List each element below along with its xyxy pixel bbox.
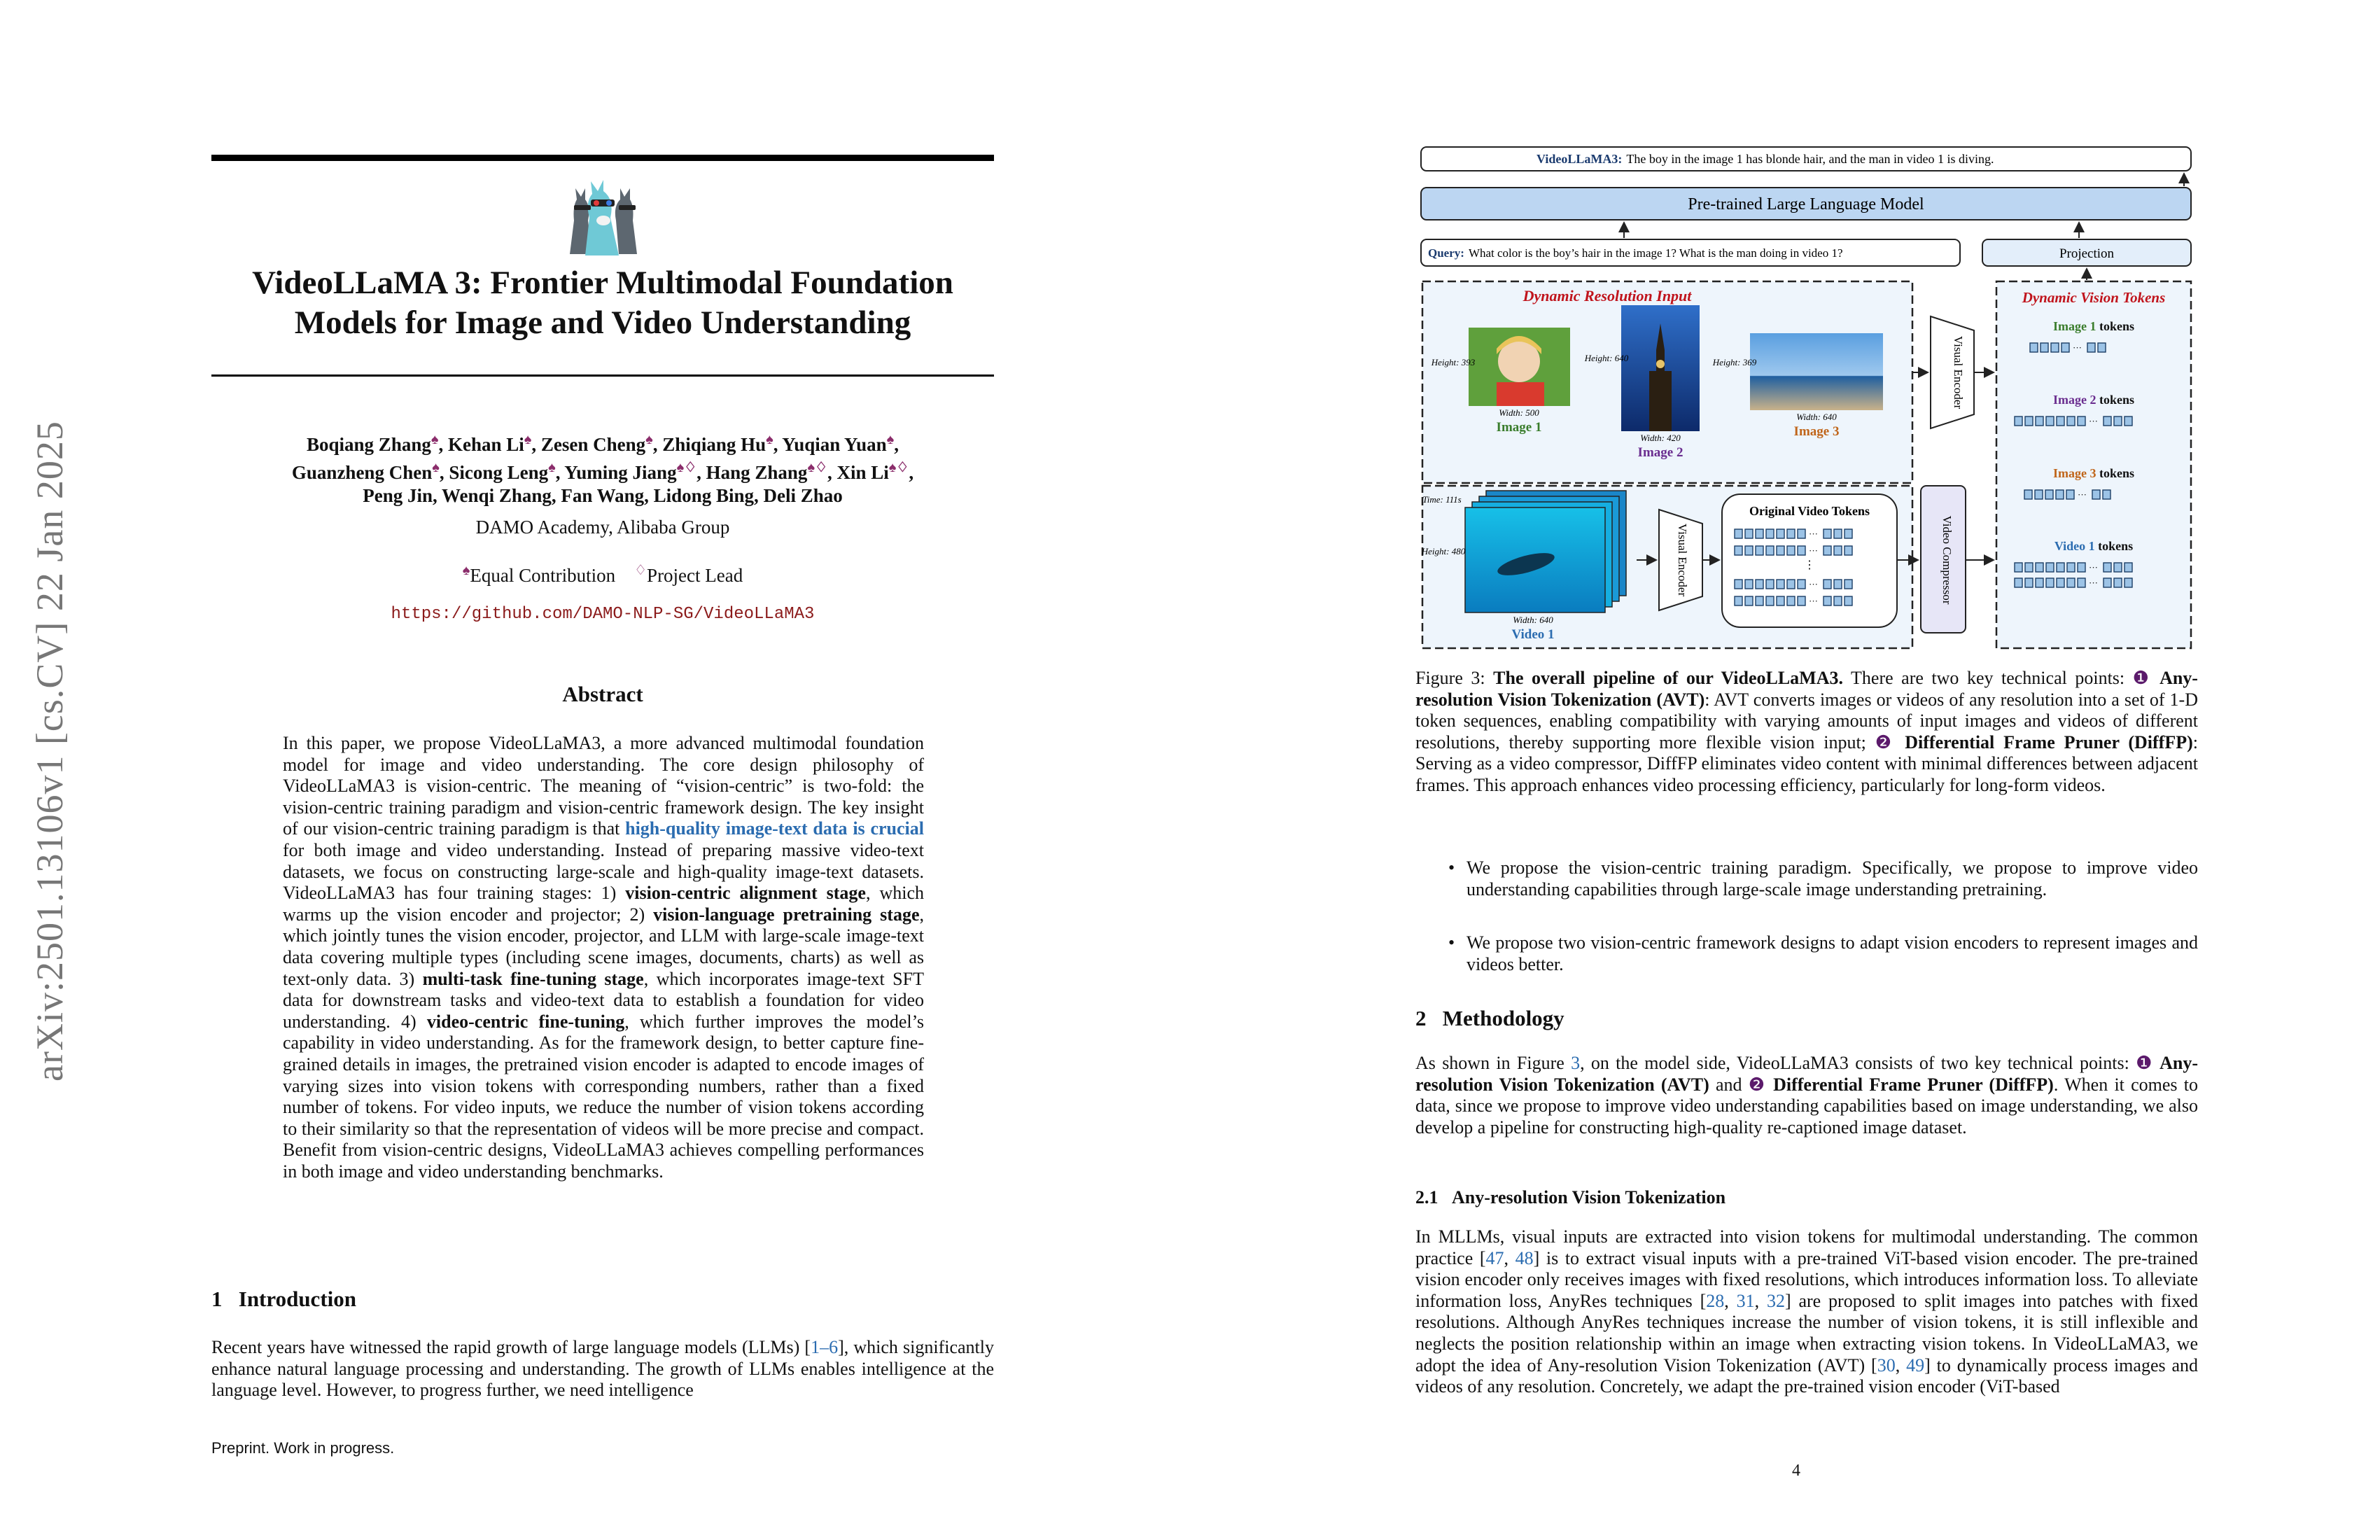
token-cell bbox=[2104, 416, 2111, 426]
token-cell bbox=[1834, 580, 1842, 589]
token-cell bbox=[1745, 546, 1753, 555]
token-cell bbox=[1766, 546, 1774, 555]
token-cell bbox=[1787, 529, 1795, 538]
image-1-height: Height: 393 bbox=[1431, 357, 1476, 368]
intro-body bbox=[211, 1337, 994, 1401]
diamond-mark: ♢ bbox=[634, 563, 648, 578]
token-row-label: Image 2 tokens bbox=[2052, 393, 2135, 407]
token-ellipsis: ··· bbox=[2073, 342, 2082, 353]
title-line-1: VideoLLaMA 3: Frontier Multimodal Foundation bbox=[252, 265, 953, 301]
token-cell bbox=[2046, 578, 2054, 587]
token-cell bbox=[2114, 563, 2122, 572]
sub-text: In MLLMs, visual inputs are extracted into vision tokens for multimodal understanding. The common practice [ bbox=[1415, 1226, 2198, 1268]
method-text: As shown in Figure bbox=[1415, 1053, 1572, 1073]
token-cell bbox=[2057, 563, 2064, 572]
token-cell bbox=[2124, 563, 2132, 572]
token-cell bbox=[2057, 578, 2064, 587]
token-cell bbox=[1756, 546, 1763, 555]
token-cell bbox=[1798, 596, 1805, 606]
token-cell bbox=[2103, 490, 2110, 499]
contribution-bullet bbox=[1448, 932, 2198, 975]
projection-label: Projection bbox=[2059, 246, 2115, 261]
author: Yuming Jiang bbox=[564, 462, 677, 483]
abstract-text: , which incorporates image-text SFT data for downstream tasks and video-text data to establish a foundation for video understanding. 4) bbox=[283, 968, 924, 1032]
author-mark: ♠ bbox=[645, 432, 653, 447]
method-term: Any-resolution Vision Tokenization (AVT) bbox=[1415, 1053, 2198, 1095]
sub-text: ] are proposed to split images into patches with fixed resolutions. Although AnyRes techniques increase the number of vision tokens, it is still inflexible and neglects the position relationship within an image when extracting vision tokens. In VideoLLaMA3, we adopt the idea of Any-resolution Vision Tokenization (AVT) [ bbox=[1415, 1290, 2198, 1376]
token-cell bbox=[2046, 563, 2054, 572]
token-cell bbox=[1756, 580, 1763, 589]
token-cell bbox=[1823, 580, 1831, 589]
token-cell bbox=[2025, 416, 2033, 426]
method-term: Differential Frame Pruner (DiffFP) bbox=[1766, 1074, 2054, 1095]
token-cell bbox=[2114, 578, 2122, 587]
sub-text: ] to dynamically process images and videos of any resolution. Concretely, we adapt the pre-trained vision encoder (ViT-based bbox=[1415, 1354, 2199, 1397]
token-cell bbox=[1844, 580, 1852, 589]
token-cell bbox=[2062, 343, 2069, 352]
author: Yuqian Yuan bbox=[782, 434, 887, 455]
token-cell bbox=[2104, 563, 2111, 572]
llm-label: Pre-trained Large Language Model bbox=[1688, 195, 1924, 214]
token-ellipsis: ··· bbox=[1809, 545, 1818, 556]
contribution-legend bbox=[211, 561, 994, 587]
author-mark: ♠ bbox=[548, 460, 556, 475]
figure-link[interactable]: 3 bbox=[1571, 1053, 1581, 1073]
visual-encoder-label: Visual Encoder bbox=[1952, 335, 1965, 410]
author: Zesen Cheng bbox=[540, 434, 646, 455]
token-cell bbox=[1745, 580, 1753, 589]
token-cell bbox=[1745, 529, 1753, 538]
token-cell bbox=[1844, 596, 1852, 606]
video-width: Width: 640 bbox=[1513, 615, 1553, 625]
token-cell bbox=[1777, 580, 1784, 589]
token-cell bbox=[1756, 596, 1763, 606]
token-cell bbox=[1766, 580, 1774, 589]
token-cell bbox=[2056, 490, 2064, 499]
image-2-height: Height: 640 bbox=[1584, 353, 1629, 363]
image-2-width: Width: 420 bbox=[1640, 433, 1681, 443]
section-number: 2 bbox=[1415, 1006, 1427, 1030]
token-cell bbox=[1834, 529, 1842, 538]
token-cell bbox=[1766, 529, 1774, 538]
citation-link[interactable]: 30 bbox=[1877, 1354, 1896, 1376]
token-row-label: Video 1 tokens bbox=[2054, 539, 2134, 553]
authors-line-3: Peng Jin, Wenqi Zhang, Fan Wang, Lidong Bing, Deli Zhao bbox=[363, 485, 843, 506]
token-cell bbox=[2024, 490, 2032, 499]
bullet-icon: • bbox=[1448, 932, 1455, 953]
authors-line-1: Boqiang Zhang♠, Kehan Li♠, Zesen Cheng♠, Zhiqiang Hu♠, Yuqian Yuan♠, bbox=[307, 432, 899, 455]
github-link[interactable]: https://github.com/DAMO-NLP-SG/VideoLLaMA3 bbox=[391, 605, 815, 624]
token-cell bbox=[1823, 529, 1831, 538]
token-ellipsis: ··· bbox=[1809, 579, 1818, 589]
token-cell bbox=[1823, 546, 1831, 555]
author: Boqiang Zhang bbox=[307, 434, 431, 455]
token-cell bbox=[2015, 578, 2022, 587]
token-ellipsis: ··· bbox=[2089, 562, 2098, 573]
token-cell bbox=[1735, 580, 1742, 589]
footnote: Preprint. Work in progress. bbox=[211, 1439, 395, 1457]
citation-link[interactable]: 1–6 bbox=[811, 1337, 839, 1357]
token-row-label: Image 3 tokens bbox=[2052, 466, 2135, 480]
token-ellipsis: ··· bbox=[2089, 578, 2098, 588]
answer-text: VideoLLaMA3: The boy in the image 1 has blonde hair, and the man in video 1 is diving. bbox=[1536, 152, 1994, 166]
token-cell bbox=[2045, 490, 2053, 499]
token-cell bbox=[1798, 546, 1805, 555]
token-ellipsis: ··· bbox=[1809, 528, 1818, 539]
token-cell bbox=[1823, 596, 1831, 606]
stage-4-name: video-centric fine-tuning bbox=[426, 1011, 625, 1032]
pipeline-figure bbox=[1414, 140, 2198, 654]
token-cell bbox=[2025, 578, 2033, 587]
subsection-title: Any-resolution Vision Tokenization bbox=[1452, 1187, 1726, 1208]
token-cell bbox=[1735, 529, 1742, 538]
number-one-icon: ❶ bbox=[2132, 668, 2152, 688]
token-cell bbox=[2124, 416, 2132, 426]
token-cell bbox=[2078, 563, 2085, 572]
token-cell bbox=[1798, 529, 1805, 538]
number-two-icon: ❷ bbox=[1748, 1074, 1767, 1095]
token-cell bbox=[1735, 596, 1742, 606]
token-cell bbox=[2092, 490, 2100, 499]
spade-mark: ♠ bbox=[462, 563, 470, 578]
caption-term: Any-resolution Vision Tokenization (AVT) bbox=[1415, 668, 2198, 710]
abstract-text: for both image and video understanding. Instead of preparing massive video-text datasets, we focus on constructing large-scale and high-quality image-text datasets. VideoLLaMA3 has four training stages: 1) bbox=[283, 839, 924, 904]
original-tokens-label: Original Video Tokens bbox=[1749, 504, 1870, 518]
token-cell bbox=[1844, 529, 1852, 538]
author-mark: ♠ bbox=[524, 432, 532, 447]
token-cell bbox=[2104, 578, 2111, 587]
caption-text: : AVT converts images or videos of any resolution into a set of 1-D token sequences, enabling compatibility with varying amounts of input images and videos of different resolutions, thereby supporting more flexible vision input; bbox=[1415, 689, 2198, 752]
page-number: 4 bbox=[1792, 1462, 1800, 1480]
number-one-icon: ❶ bbox=[2136, 1053, 2155, 1073]
number-two-icon: ❷ bbox=[1875, 732, 1896, 752]
abstract-body bbox=[283, 733, 924, 1182]
author: Sicong Leng bbox=[449, 462, 549, 483]
llama-logo bbox=[560, 178, 648, 257]
figure-caption bbox=[1415, 668, 2198, 797]
token-cell bbox=[2114, 416, 2122, 426]
token-cell bbox=[2036, 416, 2043, 426]
token-cell bbox=[2078, 578, 2085, 587]
author-mark: ♠♢ bbox=[888, 460, 909, 475]
token-cell bbox=[2067, 563, 2075, 572]
token-ellipsis: ··· bbox=[2078, 489, 2087, 500]
author-mark: ♠♢ bbox=[807, 460, 827, 475]
token-cell bbox=[1777, 546, 1784, 555]
video-time: Time: 111s bbox=[1422, 494, 1462, 505]
image-2-name: Image 2 bbox=[1637, 445, 1684, 460]
author-mark: ♠ bbox=[432, 460, 440, 475]
video-compressor-label: Video Compressor bbox=[1940, 515, 1954, 605]
token-row-label: Image 1 tokens bbox=[2052, 319, 2135, 333]
token-vdots: ⋮ bbox=[1804, 559, 1815, 571]
token-cell bbox=[2051, 343, 2059, 352]
token-cell bbox=[1787, 596, 1795, 606]
citation-link[interactable]: 47 bbox=[1485, 1247, 1504, 1268]
token-cell bbox=[2036, 578, 2043, 587]
stage-1-name: vision-centric alignment stage bbox=[625, 883, 866, 904]
sub-text: ] is to extract visual inputs with a pre-trained ViT-based vision encoder. The pre-trained vision encoder only receives images with fixed resolutions, which introduces information loss. To alleviate information loss, AnyRes techniques [ bbox=[1415, 1247, 2198, 1311]
subsection-heading bbox=[1415, 1187, 1726, 1208]
caption-text: There are two key technical points: bbox=[1842, 668, 2133, 688]
token-ellipsis: ··· bbox=[2089, 416, 2098, 426]
image-3-name: Image 3 bbox=[1793, 424, 1840, 439]
author: Hang Zhang bbox=[706, 462, 808, 483]
token-cell bbox=[1777, 529, 1784, 538]
caption-prefix: Figure 3: bbox=[1415, 668, 1494, 688]
author-mark: ♠♢ bbox=[676, 460, 697, 475]
token-cell bbox=[2066, 490, 2074, 499]
method-text: and bbox=[1709, 1074, 1749, 1095]
token-cell bbox=[1756, 529, 1763, 538]
section-title: Methodology bbox=[1442, 1006, 1564, 1030]
method-text: , on the model side, VideoLLaMA3 consists of two key technical points: bbox=[1580, 1053, 2136, 1073]
abstract-text: , which warms up the vision encoder and projector; 2) bbox=[283, 883, 924, 925]
token-cell bbox=[2057, 416, 2064, 426]
affiliation: DAMO Academy, Alibaba Group bbox=[475, 517, 730, 538]
image-3-thumb bbox=[1750, 333, 1883, 410]
token-cell bbox=[2035, 490, 2043, 499]
author-mark: ♠ bbox=[766, 432, 774, 447]
intro-text: ], which significantly enhance natural language processing and understanding. The growth of LLMs enables intelligence at the language level. However, to progress further, we need intelligence bbox=[211, 1337, 994, 1401]
token-cell bbox=[2036, 563, 2043, 572]
token-cell bbox=[1787, 546, 1795, 555]
caption-title: The overall pipeline of our VideoLLaMA3. bbox=[1493, 668, 1843, 688]
bullet-text: We propose two vision-centric framework designs to adapt vision encoders to represent images and videos better. bbox=[1466, 932, 2198, 974]
abstract-highlight: high-quality image-text data is crucial bbox=[625, 818, 924, 839]
author: Xin Li bbox=[836, 462, 889, 483]
contribution-bullet bbox=[1448, 858, 2198, 900]
arxiv-stamp: arXiv:2501.13106v1 [cs.CV] 22 Jan 2025 bbox=[29, 421, 71, 1082]
token-cell bbox=[1787, 580, 1795, 589]
author-mark: ♠ bbox=[430, 432, 439, 447]
abstract-text: , which jointly tunes the vision encoder, projector, and LLM with large-scale image-text data covering multiple types (including scene images, documents, charts) as well as text-only data. 3) bbox=[283, 904, 924, 989]
token-cell bbox=[1735, 546, 1742, 555]
section-number: 1 bbox=[211, 1287, 223, 1311]
token-cell bbox=[2025, 563, 2033, 572]
token-cell bbox=[1844, 546, 1852, 555]
citation-link[interactable]: 49 bbox=[1906, 1354, 1925, 1376]
token-cell bbox=[2030, 343, 2038, 352]
stage-3-name: multi-task fine-tuning stage bbox=[422, 968, 644, 989]
dynamic-input-label: Dynamic Resolution Input bbox=[1522, 287, 1692, 304]
visual-encoder-label: Visual Encoder bbox=[1676, 523, 1689, 597]
token-cell bbox=[2067, 416, 2075, 426]
image-1-name: Image 1 bbox=[1496, 420, 1542, 435]
token-cell bbox=[2067, 578, 2075, 587]
intro-heading bbox=[211, 1287, 356, 1312]
caption-term: Differential Frame Pruner (DiffFP) bbox=[1896, 732, 2193, 752]
token-cell bbox=[1766, 596, 1774, 606]
token-cell bbox=[1777, 596, 1784, 606]
bullet-text: We propose the vision-centric training paradigm. Specifically, we propose to improve video understanding capabilities through large-scale image understanding pretraining. bbox=[1466, 858, 2198, 899]
token-ellipsis: ··· bbox=[1809, 596, 1818, 606]
title-bottom-rule bbox=[211, 374, 994, 377]
dynamic-tokens-panel bbox=[1996, 281, 2191, 648]
token-cell bbox=[2046, 416, 2054, 426]
citation-link[interactable]: 28 bbox=[1706, 1290, 1725, 1311]
method-text: . When it comes to data, since we propose to improve video understanding capabilities based on image understanding, we also develop a pipeline for constructing high-quality re-captioned image dataset. bbox=[1415, 1074, 2199, 1138]
bullet-icon: • bbox=[1448, 858, 1455, 878]
author: Guanzheng Chen bbox=[291, 462, 433, 483]
token-cell bbox=[2124, 578, 2132, 587]
token-cell bbox=[2098, 343, 2106, 352]
authors-line-2: Guanzheng Chen♠, Sicong Leng♠, Yuming Jiang♠♢, Hang Zhang♠♢, Xin Li♠♢, bbox=[291, 460, 914, 483]
title-top-rule bbox=[211, 155, 994, 161]
citation-link[interactable]: 32 bbox=[1766, 1290, 1785, 1311]
token-cell bbox=[1745, 596, 1753, 606]
section-title: Introduction bbox=[238, 1287, 356, 1311]
token-cell bbox=[1834, 596, 1842, 606]
stage-2-name: vision-language pretraining stage bbox=[653, 904, 920, 925]
title-line-2: Models for Image and Video Understanding bbox=[294, 304, 911, 341]
token-cell bbox=[2087, 343, 2095, 352]
author-mark: ♠ bbox=[886, 432, 895, 447]
project-lead: Project Lead bbox=[647, 565, 743, 586]
token-cell bbox=[2040, 343, 2048, 352]
token-cell bbox=[1798, 580, 1805, 589]
citation-link[interactable]: 31 bbox=[1736, 1290, 1755, 1311]
abstract-heading: Abstract bbox=[562, 682, 643, 706]
citation-link[interactable]: 48 bbox=[1515, 1247, 1534, 1268]
author: Kehan Li bbox=[447, 434, 524, 455]
video-name: Video 1 bbox=[1511, 627, 1555, 642]
abstract-text: , which further improves the model’s capability in video understanding. As for the framework design, to better capture fine-grained details in images, the pretrained vision encoder is adapted to encode images of varying sizes into vision tokens with corresponding numbers, rather than a fixed number of tokens. For video inputs, we reduce the number of vision tokens according to their similarity so that the representation of videos will be more precise and compact. Benefit from vision-centric designs, VideoLLaMA3 achieves compelling performances in both image and video understanding benchmarks. bbox=[283, 1011, 924, 1182]
intro-text: Recent years have witnessed the rapid growth of large language models (LLMs) [ bbox=[211, 1337, 811, 1357]
caption-text: : Serving as a video compressor, DiffFP eliminates video content with minimal differences between adjacent frames. This approach enhances video processing efficiency, particularly for long-form videos. bbox=[1415, 732, 2199, 795]
token-cell bbox=[2015, 416, 2022, 426]
abstract-text: In this paper, we propose VideoLLaMA3, a more advanced multimodal foundation model for image and video understanding. The core design philosophy of VideoLLaMA3 is vision-centric. The meaning of “vision-centric” is two-fold: the vision-centric training paradigm and vision-centric framework design. The key insight of our vision-centric training paradigm is that bbox=[283, 733, 924, 839]
dynamic-tokens-label: Dynamic Vision Tokens bbox=[2022, 289, 2166, 306]
subsection-number: 2.1 bbox=[1415, 1187, 1438, 1208]
author-list bbox=[211, 428, 994, 507]
image-1-width: Width: 500 bbox=[1499, 407, 1539, 418]
methodology-heading bbox=[1415, 1006, 1564, 1031]
subsection-body: In MLLMs, visual inputs are extracted into vision tokens for multimodal understanding. The common practice [47, 48] is to extract visual inputs with a pre-trained ViT-based vision encoder. The pre-trained vision encoder only receives images with fixed resolutions, which introduces information loss. To alleviate information loss, AnyRes techniques [28, 31, 32] are proposed to split images into patches with fixed resolutions. Although AnyRes techniques increase the number of vision tokens, it is still inflexible and neglects the position relationship within an image when extracting vision tokens. In VideoLLaMA3, we adopt the idea of Any-resolution Vision Tokenization (AVT) [30, 49] to dynamically process images and videos of any resolution. Concretely, we adapt the pre-trained vision encoder (ViT-based bbox=[1415, 1226, 2199, 1397]
methodology-body bbox=[1415, 1053, 2198, 1138]
token-cell bbox=[2078, 416, 2085, 426]
video-height: Height: 480 bbox=[1421, 546, 1466, 556]
paper-title bbox=[211, 263, 994, 343]
author: Zhiqiang Hu bbox=[662, 434, 766, 455]
image-3-width: Width: 640 bbox=[1796, 412, 1837, 422]
token-cell bbox=[1834, 546, 1842, 555]
query-text: Query: What color is the boy’s hair in the image 1? What is the man doing in video 1? bbox=[1428, 246, 1843, 260]
equal-contribution: Equal Contribution bbox=[470, 565, 616, 586]
token-cell bbox=[2015, 563, 2022, 572]
image-3-height: Height: 369 bbox=[1712, 357, 1757, 368]
